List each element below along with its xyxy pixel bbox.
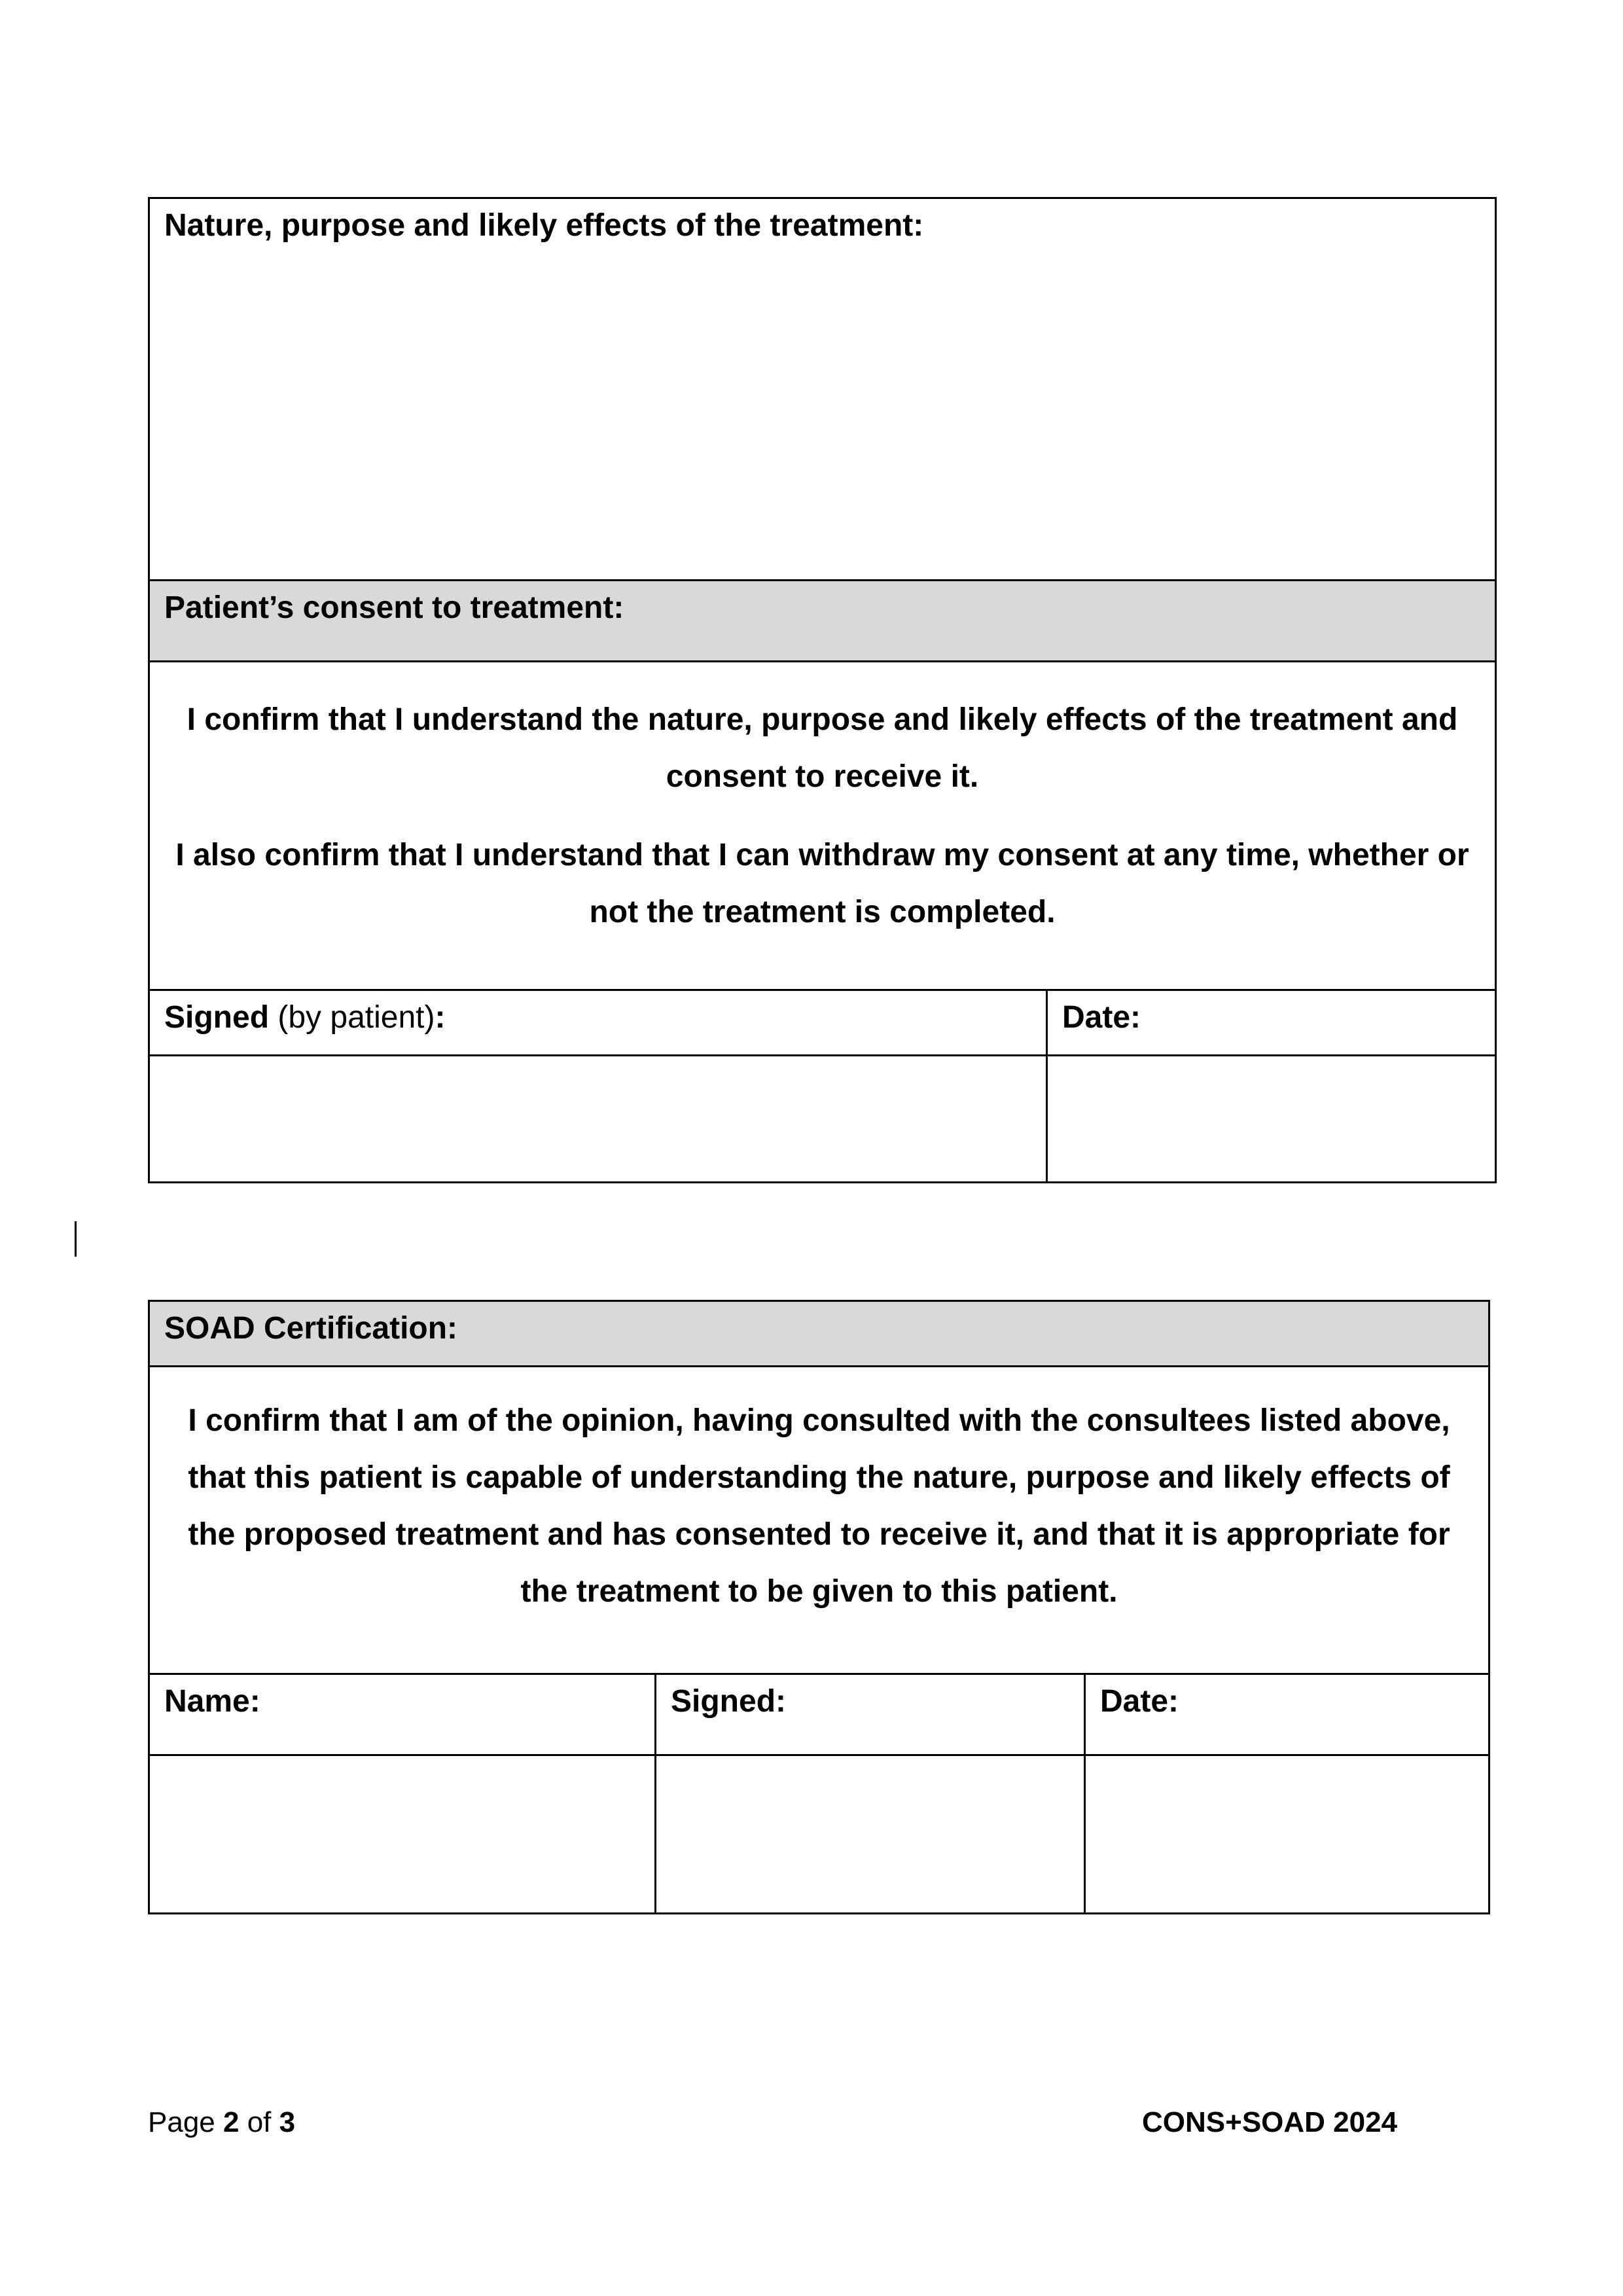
- patient-consent-table: [148, 197, 1497, 1183]
- consent-statement-cell: [149, 662, 1496, 990]
- consent-statement-withdraw: I also confirm that I understand that I can withdraw my consent at any time, whether or not the treatment is completed.: [175, 838, 1469, 929]
- soad-signed-label-cell: [656, 1674, 1085, 1755]
- soad-statement: I confirm that I am of the opinion, having consulted with the consultees listed above, that this patient is capable of understanding the nature, purpose and likely effects of the proposed treatment and has consented to receive it, and that it is appropriate for the treatment to be given to this patient.: [188, 1403, 1450, 1609]
- patient-consent-heading: Patient’s consent to treatment:: [164, 590, 624, 625]
- soad-statement-cell: [149, 1367, 1489, 1674]
- date-label-cell: [1047, 990, 1496, 1056]
- signed-label: Signed: [164, 1000, 270, 1035]
- consent-heading-cell: [149, 581, 1496, 662]
- treatment-description-cell[interactable]: [149, 198, 1496, 581]
- page-current: 2: [223, 2106, 240, 2138]
- soad-heading-cell: [149, 1301, 1489, 1367]
- text-cursor: [75, 1221, 77, 1257]
- page-number: [148, 2106, 295, 2139]
- soad-signed-label: Signed:: [671, 1684, 786, 1719]
- page-total: 3: [279, 2106, 296, 2138]
- nature-purpose-heading: Nature, purpose and likely effects of the treatment:: [164, 208, 924, 243]
- signed-by-patient-label: [150, 991, 1046, 1037]
- signed-label-cell: [149, 990, 1047, 1056]
- soad-signature-field[interactable]: [656, 1755, 1085, 1914]
- page-word: Page: [148, 2106, 223, 2138]
- date-label: Date:: [1062, 1000, 1141, 1035]
- consent-statement: [150, 662, 1495, 941]
- signed-colon: :: [435, 1000, 446, 1035]
- soad-certification-table: [148, 1300, 1490, 1914]
- soad-date-label: Date:: [1100, 1684, 1179, 1719]
- soad-name-field[interactable]: [149, 1755, 656, 1914]
- soad-date-label-cell: [1085, 1674, 1489, 1755]
- consent-statement-understand: I confirm that I understand the nature, purpose and likely effects of the treatment and consent to receive it.: [187, 702, 1458, 794]
- name-label: Name:: [164, 1684, 260, 1719]
- name-label-cell: [149, 1674, 656, 1755]
- document-code: CONS+SOAD 2024: [1142, 2106, 1398, 2138]
- patient-date-field[interactable]: [1047, 1056, 1496, 1183]
- soad-date-field[interactable]: [1085, 1755, 1489, 1914]
- soad-certification-heading: SOAD Certification:: [164, 1311, 458, 1346]
- patient-signature-field[interactable]: [149, 1056, 1047, 1183]
- signed-note: (by patient): [269, 1000, 435, 1035]
- page-of: of: [239, 2106, 279, 2138]
